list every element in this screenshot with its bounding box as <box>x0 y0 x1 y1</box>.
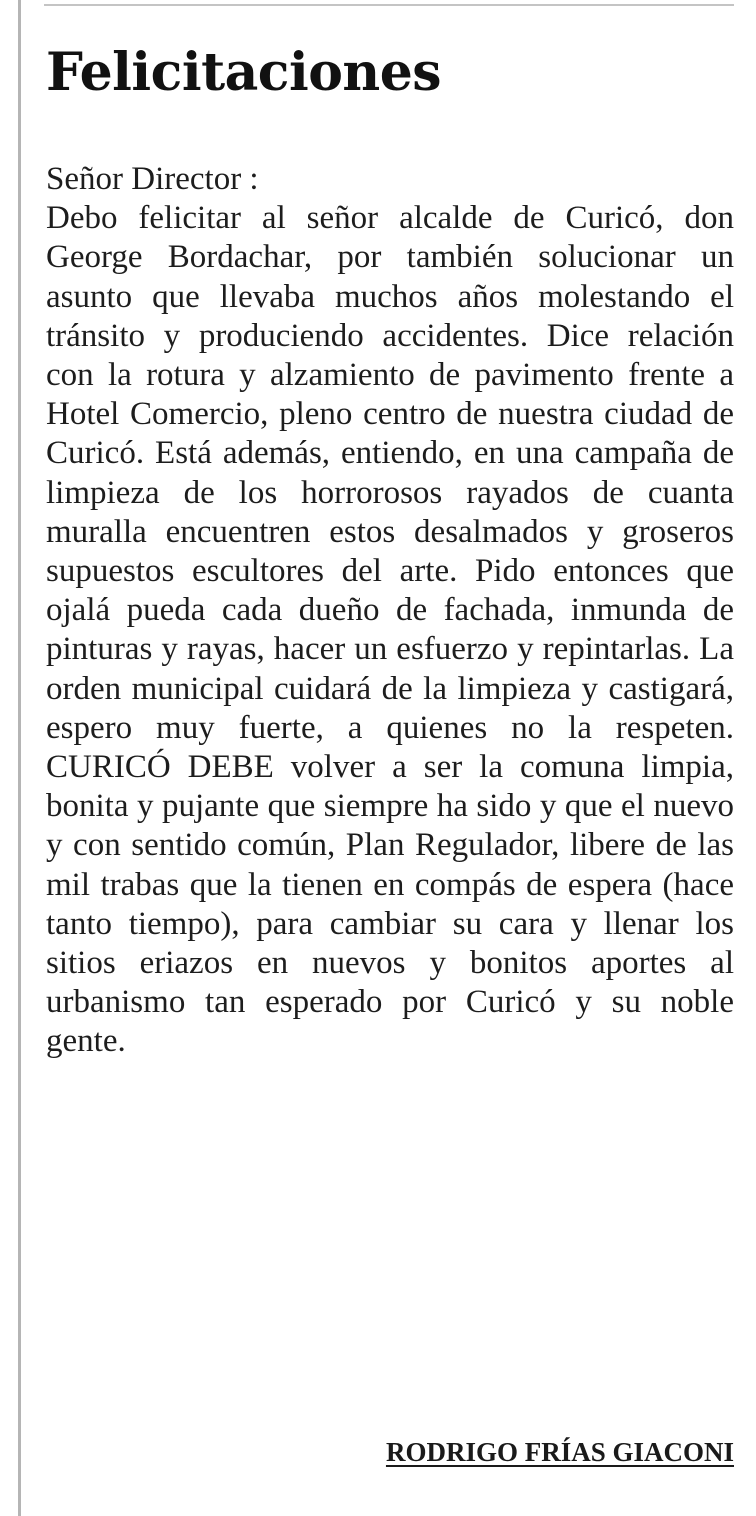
article-title: Felicitaciones <box>46 42 442 103</box>
letter-paragraph: Debo felicitar al señor alcalde de Curicó, don George Bordachar, por también solucionar un asunto que llevaba muchos años molestando el tránsito y produciendo accidentes. Dice relación con la rotura y alzamiento de pavimento frente a Hotel Comercio, pleno centro de nuestra ciudad de Curicó. Está además, entiendo, en una campaña de limpieza de los horrorosos rayados de cuanta muralla encuentren estos desalmados y groseros supuestos escultores del arte. Pido entonces que ojalá pueda cada dueño de fachada, inmunda de pinturas y rayas, hacer un esfuerzo y repintarlas. La orden municipal cuidará de la limpieza y castigará, espero muy fuerte, a quienes no la respeten. CURICÓ DEBE volver a ser la comuna limpia, bonita y pujante que siempre ha sido y que el nuevo y con sentido común, Plan Regulador, libere de las mil trabas que la tienen en compás de espera (hace tanto tiempo), para cambiar su cara y llenar los sitios eriazos en nuevos y bonitos aportes al urbanismo tan esperado por Curicó y su noble gente. <box>46 200 734 1060</box>
letter-body <box>46 160 734 1062</box>
signature-name: RODRIGO FRÍAS GIACONI <box>385 1437 734 1467</box>
letter-article <box>46 36 734 1062</box>
letter-salutation: Señor Director : <box>46 161 259 197</box>
left-column-rule <box>18 0 21 1516</box>
letter-signature <box>46 1434 734 1470</box>
top-column-rule <box>44 4 734 6</box>
